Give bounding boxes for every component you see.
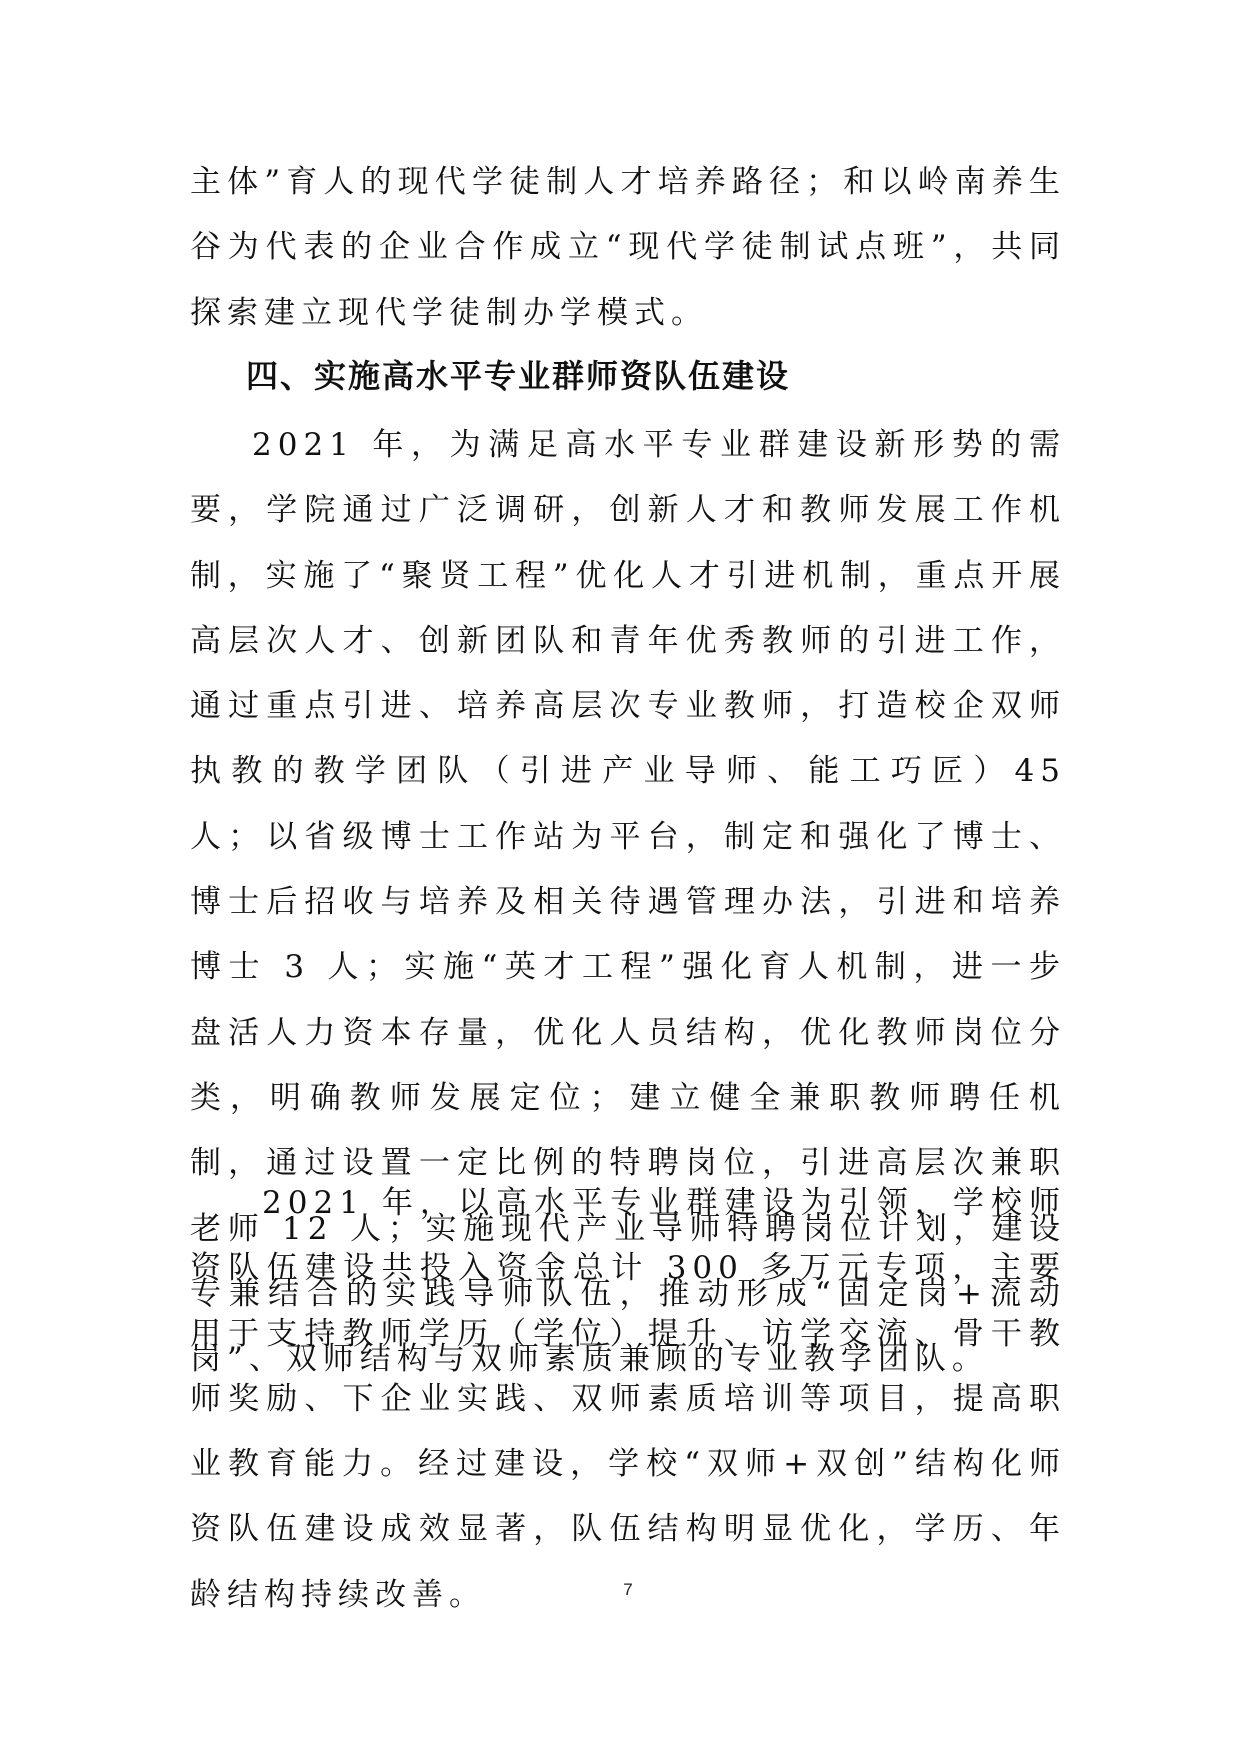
body-paragraph-continued: 主体”育人的现代学徒制人才培养路径；和以岭南养生谷为代表的企业合作成立“现代学徒制试点班”，共同探索建立现代学徒制办学模式。 bbox=[190, 164, 1066, 331]
page-number: 7 bbox=[623, 1580, 633, 1599]
body-paragraph-faculty-investment: 2021 年，以高水平专业群建设为引领，学校师资队伍建设共投入资金总计 300 多万元专项，主要用于支持教师学历（学位）提升、访学交流、骨干教师奖励、下企业实践、双师素质培训等项目，提高职业教育能力。经过建设，学校“双师+双创”结构化师资队伍建设成效显著，队伍结构明显优化，学历、年龄结构持续改善。 bbox=[190, 1185, 1066, 1613]
body-paragraph-faculty-recruitment: 2021 年，为满足高水平专业群建设新形势的需要，学院通过广泛调研，创新人才和教师发展工作机制，实施了“聚贤工程”优化人才引进机制，重点开展高层次人才、创新团队和青年优秀教师的引进工作，通过重点引进、培养高层次专业教师，打造校企双师执教的教学团队（引进产业导师、能工巧匠）45 人；以省级博士工作站为平台，制定和强化了博士、博士后招收与培养及相关待遇管理办法，引进和培养博士 3 人；实施“英才工程”强化育人机制，进一步盘活人力资本存量，优化人员结构，优化教师岗位分类，明确教师发展定位；建立健全兼职教师聘任机制，通过设置一定比例的特聘岗位，引进高层次兼职老师 12 人；实施现代产业导师特聘岗位计划，建设专兼结合的实践导师队伍，推动形成“固定岗+流动岗”、双师结构与双师素质兼顾的专业教学团队。 bbox=[190, 427, 1066, 1378]
section-heading: 四、实施高水平专业群师资队伍建设 bbox=[246, 357, 791, 395]
